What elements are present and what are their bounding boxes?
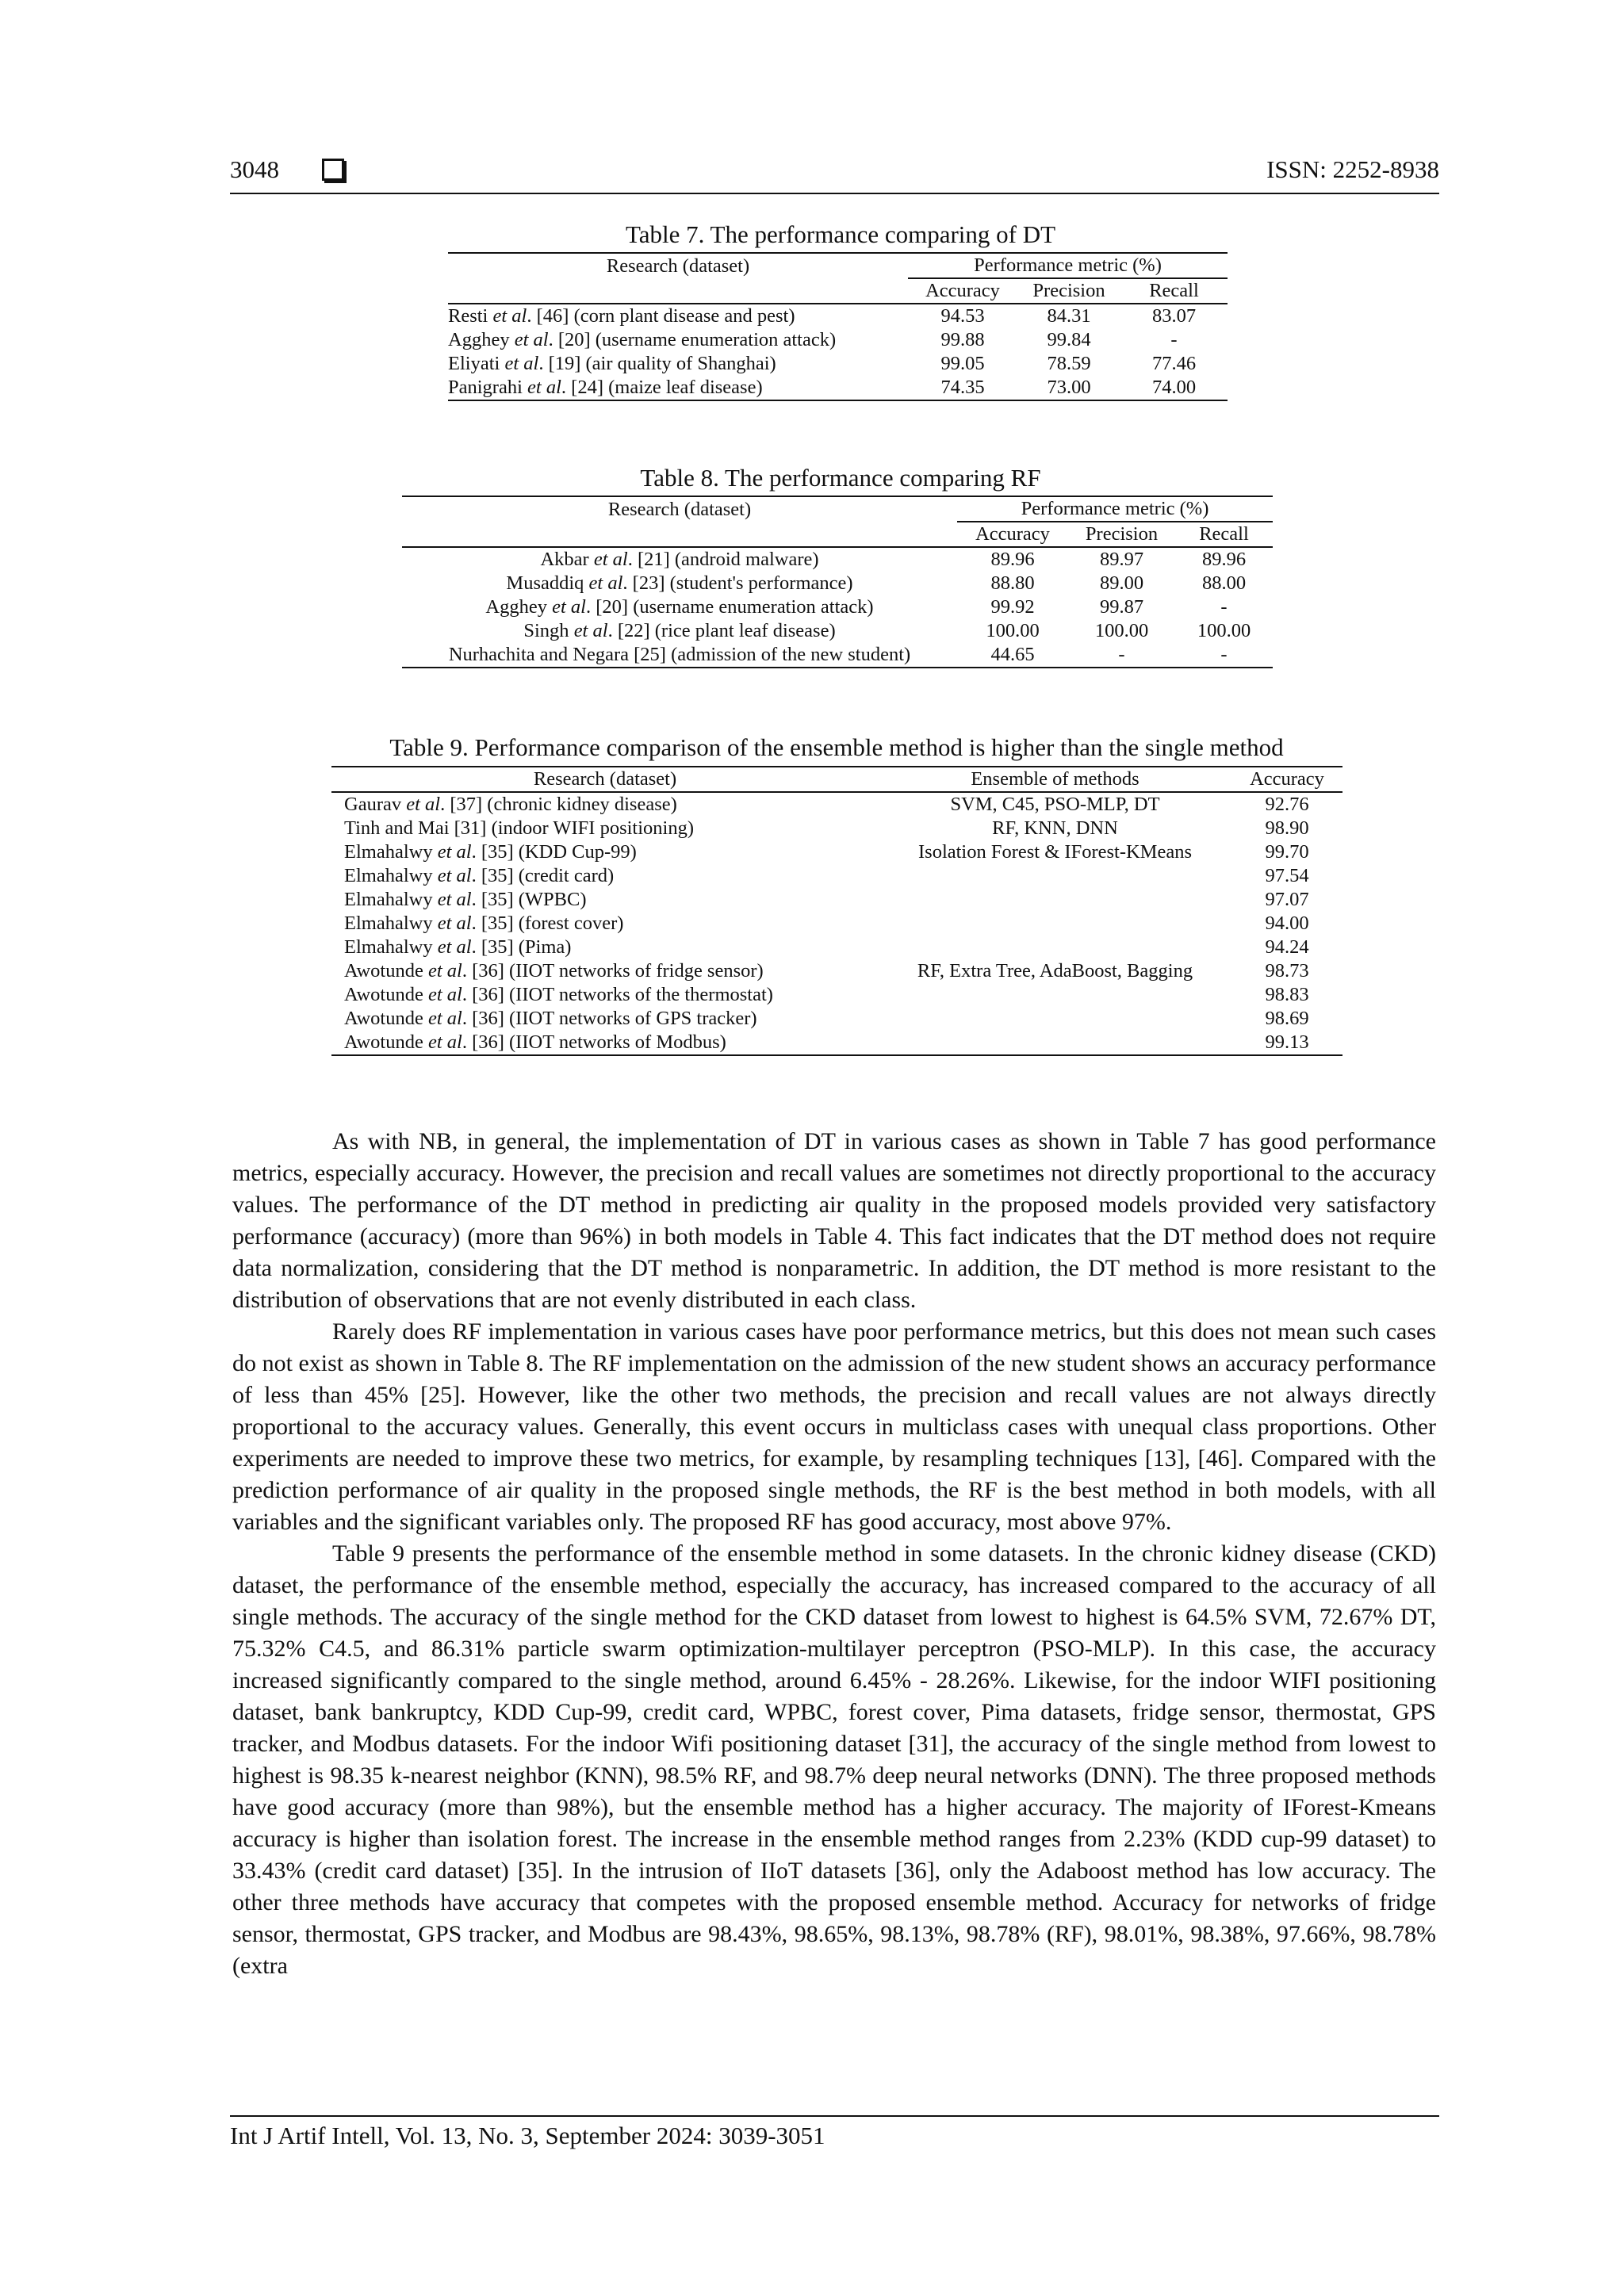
page-number: 3048	[230, 155, 279, 183]
et-al: et al	[588, 572, 623, 594]
table-row	[331, 959, 1342, 983]
ensemble-cell	[879, 983, 1231, 1007]
body-text	[232, 1126, 1436, 1982]
table9-col-ensemble: Ensemble of methods	[971, 768, 1139, 790]
table-row	[402, 572, 1273, 595]
accuracy-cell: 99.92	[990, 596, 1035, 618]
et-al: et al	[427, 1031, 462, 1053]
citation-dataset: . [36] (IIOT networks of GPS tracker)	[462, 1008, 757, 1029]
citation-dataset: . [21] (android malware)	[627, 549, 819, 570]
citation-dataset: . [19] (air quality of Shanghai)	[538, 353, 776, 374]
square-bullet-icon	[322, 159, 344, 181]
author: Elmahalwy	[344, 865, 433, 886]
table-row	[331, 864, 1342, 888]
table9-caption: Table 9. Performance comparison of the ensemble method is higher than the single method	[389, 733, 1284, 761]
table-row	[448, 352, 1228, 376]
table-row	[448, 376, 1228, 400]
ensemble-cell: Isolation Forest & IForest-KMeans	[918, 841, 1192, 863]
footer-rule	[230, 2115, 1439, 2117]
citation-dataset: . [35] (KDD Cup-99)	[471, 841, 637, 863]
issn: ISSN: 2252-8938	[1266, 155, 1439, 183]
author: Agghey	[485, 596, 547, 618]
citation-dataset: . [35] (Pima)	[471, 936, 572, 958]
citation-dataset: . [46] (corn plant disease and pest)	[527, 305, 795, 327]
research-cell	[331, 864, 879, 888]
author: Agghey	[448, 329, 510, 350]
recall-cell: 88.00	[1201, 572, 1247, 594]
citation-dataset: . [24] (maize leaf disease)	[561, 377, 763, 398]
accuracy-cell: 98.90	[1265, 817, 1309, 839]
author: Tinh and Mai [31] (indoor WIFI positioning)	[344, 817, 694, 839]
precision-cell: -	[1118, 644, 1125, 665]
precision-cell: 78.59	[1047, 353, 1091, 374]
recall-cell: 83.07	[1151, 305, 1197, 327]
et-al: et al	[406, 794, 441, 815]
accuracy-cell: 98.73	[1265, 960, 1309, 982]
ensemble-cell	[879, 1031, 1231, 1055]
accuracy-cell: 100.00	[986, 620, 1040, 641]
author: Awotunde	[344, 1031, 423, 1053]
research-cell	[402, 595, 957, 619]
research-cell	[331, 792, 879, 817]
citation-dataset: . [36] (IIOT networks of the thermostat)	[462, 984, 773, 1005]
table7	[448, 252, 1228, 401]
table-row	[331, 792, 1342, 817]
author: Gaurav	[344, 794, 402, 815]
et-al: et al	[427, 984, 462, 1005]
et-al: et al	[437, 913, 472, 934]
citation-dataset: . [35] (forest cover)	[471, 913, 624, 934]
et-al: et al	[552, 596, 586, 618]
table7-sub-accuracy: Accuracy	[925, 280, 1000, 301]
table9	[331, 766, 1342, 1056]
ensemble-cell: RF, KNN, DNN	[992, 817, 1118, 839]
table7-col-metric: Performance metric (%)	[908, 253, 1228, 278]
table-row	[331, 1031, 1342, 1055]
paragraph: As with NB, in general, the implementation of DT in various cases as shown in Table 7 has good performance metrics, especially accuracy. However, the precision and recall values are sometimes not directly proportional to the accuracy values. The performance of the DT method in predicting air quality in the proposed models provided very satisfactory performance (accuracy) (more than 96%) in both models in Table 4. This fact indicates that the DT method does not require data normalization, considering that the DT method is nonparametric. In addition, the DT method is more resistant to the distribution of observations that are not evenly distributed in each class.	[232, 1128, 1436, 1313]
table8-sub-precision: Precision	[1085, 523, 1159, 545]
accuracy-cell: 97.54	[1265, 865, 1309, 886]
table8-sub-recall: Recall	[1199, 523, 1249, 545]
table8	[402, 496, 1273, 668]
accuracy-cell: 99.88	[940, 329, 985, 350]
citation-dataset: . [20] (username enumeration attack)	[548, 329, 837, 350]
author: Singh	[523, 620, 569, 641]
citation-dataset: . [36] (IIOT networks of Modbus)	[462, 1031, 726, 1053]
accuracy-cell: 94.00	[1265, 913, 1309, 934]
paragraph: Rarely does RF implementation in various cases have poor performance metrics, but this does not mean such cases do not exist as shown in Table 8. The RF implementation on the admission of the new student shows an accuracy performance of less than 45% [25]. However, like the other two methods, the precision and recall values are not always directly proportional to the accuracy values. Generally, this event occurs in multiclass cases with unequal class proportions. Other experiments are needed to improve these two metrics, for example, by resampling techniques [13], [46]. Compared with the prediction performance of air quality in the proposed single methods, the RF is the best method in both models, with all variables and the significant variables only. The proposed RF has good accuracy, most above 97%.	[232, 1318, 1436, 1535]
author: Musaddiq	[506, 572, 584, 594]
citation-dataset: . [37] (chronic kidney disease)	[440, 794, 677, 815]
recall-cell: -	[1220, 596, 1228, 618]
research-cell	[331, 959, 879, 983]
research-cell	[331, 840, 879, 864]
table-row	[402, 619, 1273, 643]
et-al: et al	[437, 936, 472, 958]
table8-col-research: Research (dataset)	[607, 498, 752, 520]
research-cell	[402, 572, 957, 595]
et-al: et al	[437, 889, 472, 910]
research-cell	[402, 547, 957, 572]
table8-col-metric: Performance metric (%)	[957, 496, 1273, 522]
table-row	[402, 595, 1273, 619]
author: Eliyati	[448, 353, 500, 374]
table-row	[331, 817, 1342, 840]
accuracy-cell: 97.07	[1265, 889, 1309, 910]
research-cell	[331, 1007, 879, 1031]
table-row	[448, 304, 1228, 328]
paragraph: Table 9 presents the performance of the ensemble method in some datasets. In the chronic kidney disease (CKD) dataset, the performance of the ensemble method, especially the accuracy, has increased compared to the accuracy of all single methods. The accuracy of the single method for the CKD dataset from lowest to highest is 64.5% SVM, 72.67% DT, 75.32% C4.5, and 86.31% particle swarm optimization-multilayer perceptron (PSO-MLP). In this case, the accuracy increased significantly compared to the single method, around 6.45% - 28.26%. Likewise, for the indoor WIFI positioning dataset, bank bankruptcy, KDD Cup-99, credit card, WPBC, forest cover, Pima datasets, fridge sensor, thermostat, GPS tracker, and Modbus datasets. For the indoor Wifi positioning dataset [31], the accuracy of the single method from lowest to highest is 98.35 k-nearest neighbor (KNN), 98.5% RF, and 98.7% deep neural networks (DNN). The three proposed methods have good accuracy (more than 98%), but the ensemble method has a higher accuracy. The majority of IForest-Kmeans accuracy is higher than isolation forest. The increase in the ensemble method ranges from 2.23% (KDD cup-99 dataset) to 33.43% (credit card dataset) [35]. In the intrusion of IIoT datasets [36], only the Adaboost method has low accuracy. The other three methods have accuracy that competes with the proposed ensemble method. Accuracy for networks of fridge sensor, thermostat, GPS tracker, and Modbus are 98.43%, 98.65%, 98.13%, 98.78% (RF), 98.01%, 98.38%, 97.66%, 98.78% (extra	[232, 1540, 1436, 1979]
precision-cell: 89.97	[1099, 549, 1144, 570]
table7-sub-precision: Precision	[1032, 280, 1105, 301]
author: Elmahalwy	[344, 936, 433, 958]
research-cell	[331, 888, 879, 912]
table-row	[331, 912, 1342, 936]
research-cell	[448, 304, 908, 328]
recall-cell: -	[1170, 329, 1178, 350]
author: Akbar	[540, 549, 589, 570]
accuracy-cell: 88.80	[990, 572, 1035, 594]
et-al: et al	[514, 329, 549, 350]
accuracy-cell: 98.83	[1265, 984, 1309, 1005]
footer-citation: Int J Artif Intell, Vol. 13, No. 3, September 2024: 3039-3051	[230, 2122, 825, 2149]
research-cell	[448, 376, 908, 400]
recall-cell: 74.00	[1151, 377, 1197, 398]
research-cell	[331, 936, 879, 959]
author: Panigrahi	[448, 377, 523, 398]
table-row	[331, 1007, 1342, 1031]
et-al: et al	[427, 1008, 462, 1029]
ensemble-cell: RF, Extra Tree, AdaBoost, Bagging	[917, 960, 1193, 982]
et-al: et al	[527, 377, 561, 398]
table-row	[331, 936, 1342, 959]
author: Awotunde	[344, 1008, 423, 1029]
table8-caption: Table 8. The performance comparing RF	[640, 464, 1041, 492]
precision-cell: 89.00	[1099, 572, 1144, 594]
accuracy-cell: 94.53	[940, 305, 985, 327]
recall-cell: 100.00	[1197, 620, 1251, 641]
table-row	[331, 888, 1342, 912]
et-al: et al	[427, 960, 462, 982]
research-cell	[448, 328, 908, 352]
accuracy-cell: 74.35	[940, 377, 985, 398]
author: Elmahalwy	[344, 889, 433, 910]
research-cell	[331, 912, 879, 936]
table-row	[331, 983, 1342, 1007]
precision-cell: 99.87	[1099, 596, 1144, 618]
header-rule	[230, 193, 1439, 194]
table8-sub-accuracy: Accuracy	[975, 523, 1050, 545]
et-al: et al	[437, 865, 472, 886]
accuracy-cell: 44.65	[990, 644, 1035, 665]
author: Resti	[448, 305, 488, 327]
recall-cell: 77.46	[1151, 353, 1197, 374]
et-al: et al	[593, 549, 628, 570]
accuracy-cell: 98.69	[1265, 1008, 1309, 1029]
ensemble-cell	[879, 1007, 1231, 1031]
table7-caption: Table 7. The performance comparing of DT	[625, 220, 1056, 248]
author: Awotunde	[344, 984, 423, 1005]
citation-dataset: . [22] (rice plant leaf disease)	[607, 620, 836, 641]
research-cell	[331, 817, 879, 840]
research-cell	[402, 619, 957, 643]
ensemble-cell	[879, 888, 1231, 912]
table-row	[448, 328, 1228, 352]
author: Elmahalwy	[344, 913, 433, 934]
running-header	[230, 155, 1439, 195]
table7-sub-recall: Recall	[1149, 280, 1199, 301]
accuracy-cell: 99.70	[1265, 841, 1309, 863]
recall-cell: 89.96	[1201, 549, 1247, 570]
accuracy-cell: 92.76	[1265, 794, 1309, 815]
accuracy-cell: 94.24	[1265, 936, 1309, 958]
precision-cell: 73.00	[1047, 377, 1091, 398]
precision-cell: 84.31	[1047, 305, 1091, 327]
et-al: et al	[504, 353, 539, 374]
precision-cell: 100.00	[1094, 620, 1149, 641]
ensemble-cell	[879, 912, 1231, 936]
precision-cell: 99.84	[1047, 329, 1091, 350]
ensemble-cell: SVM, C45, PSO-MLP, DT	[950, 794, 1160, 815]
citation-dataset: . [35] (credit card)	[471, 865, 615, 886]
citation-dataset: . [20] (username enumeration attack)	[586, 596, 874, 618]
ensemble-cell	[879, 936, 1231, 959]
recall-cell: -	[1220, 644, 1228, 665]
et-al: et al	[492, 305, 527, 327]
table7-col-research: Research (dataset)	[606, 254, 750, 277]
et-al: et al	[437, 841, 472, 863]
accuracy-cell: 99.13	[1265, 1031, 1309, 1053]
research-cell	[402, 643, 957, 668]
table9-col-research: Research (dataset)	[533, 768, 677, 790]
author: Awotunde	[344, 960, 423, 982]
et-al: et al	[573, 620, 608, 641]
author: Elmahalwy	[344, 841, 433, 863]
ensemble-cell	[879, 864, 1231, 888]
citation-dataset: . [36] (IIOT networks of fridge sensor)	[462, 960, 764, 982]
citation-dataset: . [35] (WPBC)	[471, 889, 587, 910]
table-row	[402, 547, 1273, 572]
research-cell	[331, 1031, 879, 1055]
research-cell	[331, 983, 879, 1007]
citation-dataset: . [23] (student's performance)	[622, 572, 853, 594]
table-row	[331, 840, 1342, 864]
author: Nurhachita and Negara [25] (admission of the new student)	[448, 644, 911, 665]
table-row	[402, 643, 1273, 668]
research-cell	[448, 352, 908, 376]
table9-col-accuracy: Accuracy	[1250, 768, 1324, 790]
accuracy-cell: 99.05	[940, 353, 985, 374]
accuracy-cell: 89.96	[990, 549, 1035, 570]
